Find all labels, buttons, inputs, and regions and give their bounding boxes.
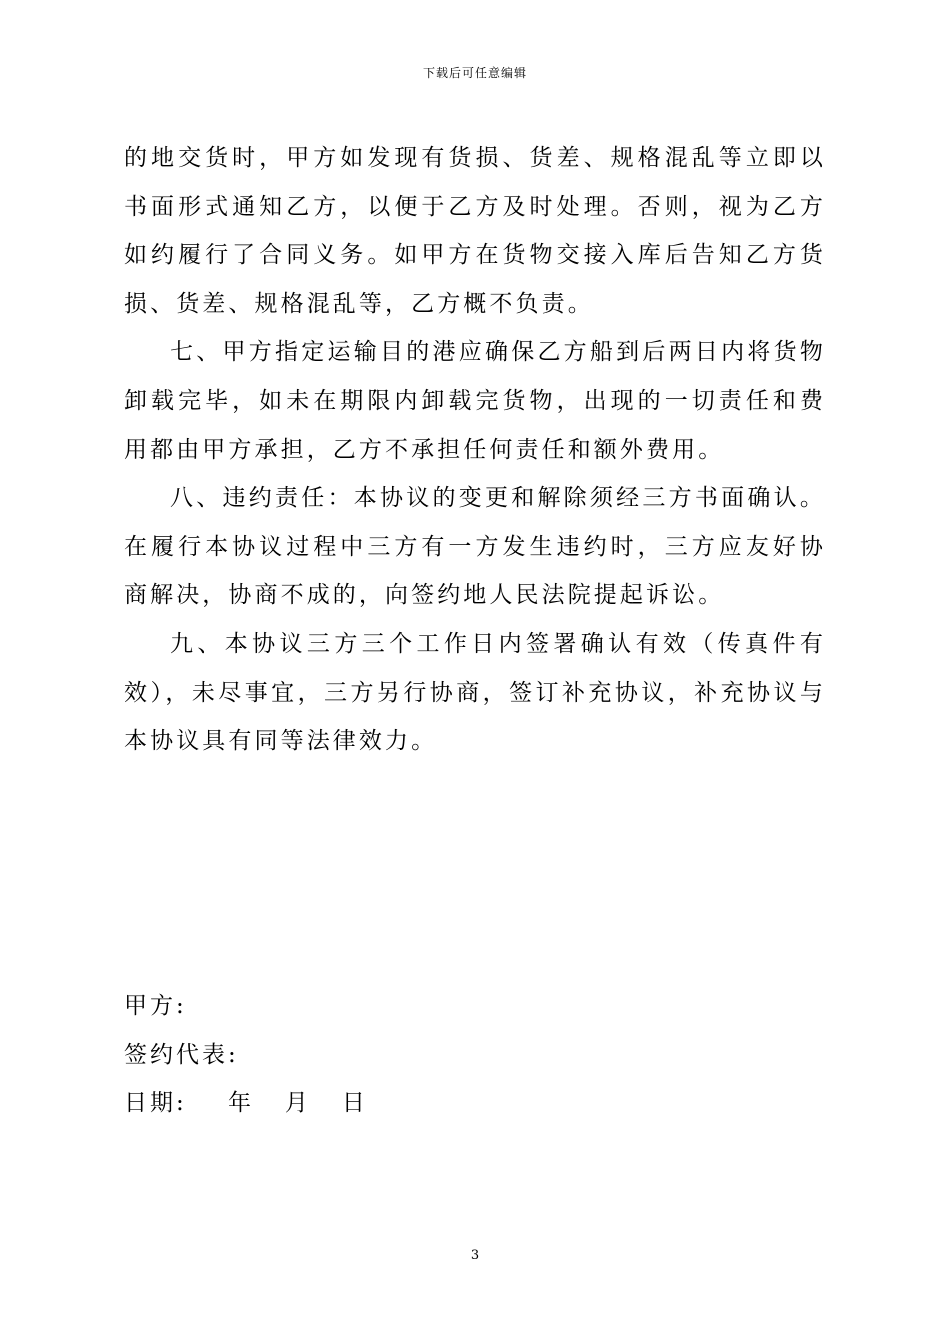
party-a-label: 甲方: bbox=[124, 993, 187, 1019]
representative-label: 签约代表: bbox=[124, 1041, 239, 1068]
paragraph-clause-nine: 九、本协议三方三个工作日内签署确认有效（传真件有效），未尽事宜，三方另行协商，签订补充协议，补充协议与本协议具有同等法律效力。 bbox=[124, 630, 826, 755]
signature-block bbox=[124, 982, 624, 1128]
paragraph-clause-eight: 八、违约责任：本协议的变更和解除须经三方书面确认。在履行本协议过程中三方有一方发生违约时，三方应友好协商解决，协商不成的，向签约地人民法院提起诉讼。 bbox=[124, 485, 826, 609]
page-number: 3 bbox=[470, 1248, 480, 1263]
paragraph-clause-seven: 七、甲方指定运输目的港应确保乙方船到后两日内将货物卸载完毕，如未在期限内卸载完货物，出现的一切责任和费用都由甲方承担，乙方不承担任何责任和额外费用。 bbox=[124, 339, 826, 463]
page-header-note: 下载后可任意编辑 bbox=[422, 66, 527, 80]
paragraph-continued-delivery-clause: 的地交货时，甲方如发现有货损、货差、规格混乱等立即以书面形式通知乙方，以便于乙方及时处理。否则，视为乙方如约履行了合同义务。如甲方在货物交接入库后告知乙方货损、货差、规格混乱等，乙方概不负责。 bbox=[124, 145, 826, 317]
date-label: 日期: 年 月 日 bbox=[124, 1090, 368, 1116]
document-body bbox=[124, 134, 826, 766]
